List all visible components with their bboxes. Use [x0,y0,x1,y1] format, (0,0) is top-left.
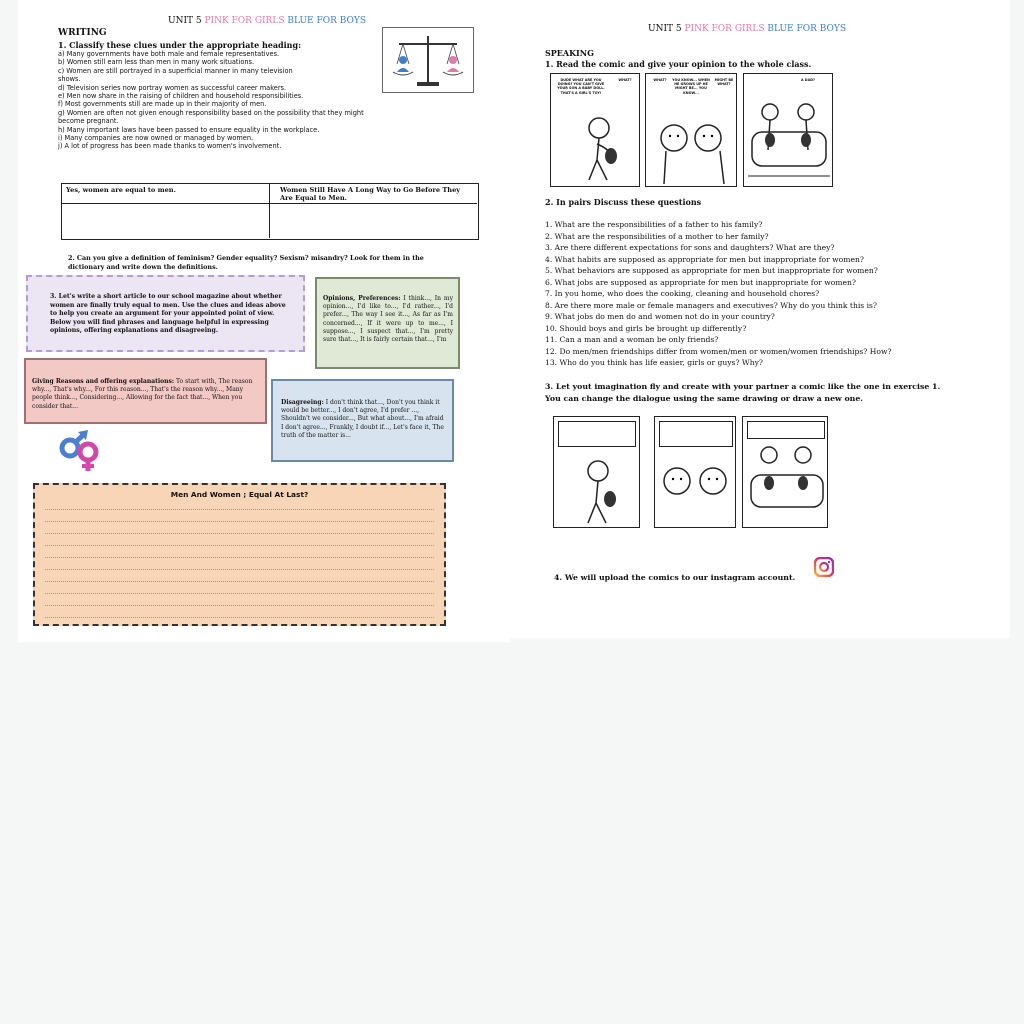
speech-bubble: YOU KNOW... WHEN HE GROWS UP HE MIGHT BE... YOU KNOW... [672,78,710,95]
speech-bubble: DUDE WHAT ARE YOU DOING? YOU CAN'T GIVE YOUR SON A BABY DOLL. THAT'S A GIRL'S TOY! [557,78,605,95]
table-cell-not-equal[interactable] [270,204,477,238]
clue-item: f) Most governments still are made up in their majority of men. [58,100,267,109]
question-item: 2. What are the responsibilities of a mother to her family? [545,231,769,241]
table-cell-equal[interactable] [62,204,270,238]
table-header-equal: Yes, women are equal to men. [62,184,270,204]
comic-faces-drawing [657,457,735,525]
speech-bubble: MIGHT BE WHAT? [714,78,734,87]
table-header-not-equal: Women Still Have A Long Way to Go Before They Are Equal to Men. [270,184,477,204]
section-title-writing: WRITING [58,28,107,38]
comic-strip-example [550,73,833,190]
task3-box [26,275,305,352]
comic-template-panel[interactable] [654,416,736,528]
writing-line [45,581,434,582]
opinions-box [315,277,460,369]
writing-line [45,557,434,558]
clue-item: e) Men now share in the raising of children and household responsibilities. [58,92,304,101]
reasons-phrases: Giving Reasons and offering explanations: To start with, The reason why..., That's why..., For this reason..., That's the reason why..., Many people think..., Considering..., Allowing for the fact that..., When you consider that... [32,378,253,410]
clue-item: h) Many important laws have been passed to ensure equality in the workplace. [58,125,320,134]
comic-couch-drawing [748,96,830,184]
comic-template-panel[interactable] [553,416,640,528]
comic-couch-drawing [747,441,827,525]
comic-figure-drawing [571,114,631,184]
reasons-box [24,358,267,424]
speech-bubble: WHAT? [653,78,667,82]
writing-line [45,521,434,522]
disagreeing-box [271,379,454,462]
question-item: 3. Are there different expectations for sons and daughters? What are they? [545,243,835,252]
question-item: 6. What jobs are supposed as appropriate for men but inappropriate for women? [545,277,856,287]
writing-line [45,545,434,546]
writing-line [45,533,434,534]
question-item: 10. Should boys and girls be brought up differently? [545,323,747,333]
comic-figure-drawing [570,457,630,525]
speech-bubble: WHAT? [618,78,632,82]
opinions-phrases: Opinions, Preferences: I think..., In my opinion..., I'd like to..., I'd rather..., I'd prefer..., The way I see it..., As far as I'm concerned..., If it were up to me..., I suppose..., I suspect that..., I'm pretty sure that..., It is fairly certain that..., I'm [323,295,453,344]
speech-bubble: A DAD? [800,78,816,82]
gender-symbols-icon [56,430,104,472]
clue-item: j) A lot of progress has been made thanks to women's involvement. [58,142,282,151]
blank-speech-area[interactable] [747,421,825,439]
question-item: 9. What jobs do men do and women not do in your country? [545,312,775,321]
section-title-speaking: SPEAKING [545,48,594,58]
clue-item: i) Many companies are now owned or managed by women. [58,134,254,143]
classification-table [61,183,479,240]
scale-gender-icon [383,28,473,92]
clue-item: shows. [58,75,81,84]
question-item: 13. Who do you think has life easier, girls or guys? Why? [545,358,763,367]
clue-item: a) Many governments have both male and female representatives. [58,50,280,58]
speaking-task4: 4. We will upload the comics to our instagram account. [554,573,796,582]
question-item: 8. Are there more male or female managers and executives? Why do you think this is? [545,300,877,310]
question-item: 12. Do men/men friendships differ from women/men or women/women friendships? How? [545,346,892,356]
comic-strip-template[interactable] [553,416,836,531]
instagram-icon[interactable] [814,557,834,577]
disagreeing-phrases: Disagreeing: I don't think that..., Don't you think it would be better..., I don't agree, I'd prefer ..., Shouldn't we consider..., But what about..., I'm afraid I don't agree..., Frankly, I doubt if..., Let's face it, The truth of the matter is... [281,399,444,439]
clue-item: g) Women are often not given enough responsibility based on the possibility that they might [58,108,364,117]
discussion-questions [545,219,1000,369]
speaking-task3-line2: You can change the dialogue using the same drawing or draw a new one. [545,394,864,403]
unit-header: UNIT 5 PINK FOR GIRLS BLUE FOR BOYS [168,16,366,26]
task1-heading: 1. Classify these clues under the appropriate heading: [58,40,302,50]
question-item: 5. What behaviors are supposed as appropriate for men but inappropriate for women? [545,266,878,275]
right-worksheet-page [510,0,1010,638]
question-item: 1. What are the responsibilities of a father to his family? [545,220,763,229]
clue-item: c) Women are still portrayed in a superficial manner in many television [58,66,293,75]
comic-panel [645,73,737,187]
clue-item: become pregnant. [58,117,119,126]
speaking-task2: 2. In pairs Discuss these questions [545,197,702,207]
clue-item: d) Television series now portray women as successful career makers. [58,83,287,92]
speaking-task3-line1: 3. Let yout imagination fly and create with your partner a comic like the one in exercise 1. [545,382,941,391]
unit-header: UNIT 5 PINK FOR GIRLS BLUE FOR BOYS [648,24,846,34]
writing-line [45,593,434,594]
comic-faces-drawing [652,114,732,184]
comic-template-panel[interactable] [742,416,828,528]
task3-text: 3. Let's write a short article to our school magazine about whether women are finally truly equal to men. Use the clues and ideas above to help you create an argument for your appointed point of view. Below you will find phrases and language helpful in expressing opinions, offering explanations and disagreeing. [50,293,286,334]
article-writing-box[interactable] [33,483,446,626]
clue-item: b) Women still earn less than men in many work situations. [58,58,255,67]
writing-line [45,569,434,570]
comic-panel [743,73,833,187]
writing-line [45,509,434,510]
comic-panel [550,73,640,187]
speaking-task1: 1. Read the comic and give your opinion to the whole class. [545,59,812,69]
task2-text: 2. Can you give a definition of feminism? Gender equality? Sexism? misandry? Look for them in the dictionary and write down the definitions. [68,254,424,271]
scale-gender-image [382,27,474,93]
writing-line [45,605,434,606]
article-title: Men And Women ; Equal At Last? [170,490,309,499]
question-item: 11. Can a man and a woman be only friends? [545,335,719,344]
writing-line [45,617,434,618]
question-item: 4. What habits are supposed as appropriate for men but inappropriate for women? [545,254,864,264]
blank-speech-area[interactable] [659,421,733,447]
left-worksheet-page [18,0,510,642]
question-item: 7. In you home, who does the cooking, cleaning and household chores? [545,289,820,298]
blank-speech-area[interactable] [558,421,636,447]
